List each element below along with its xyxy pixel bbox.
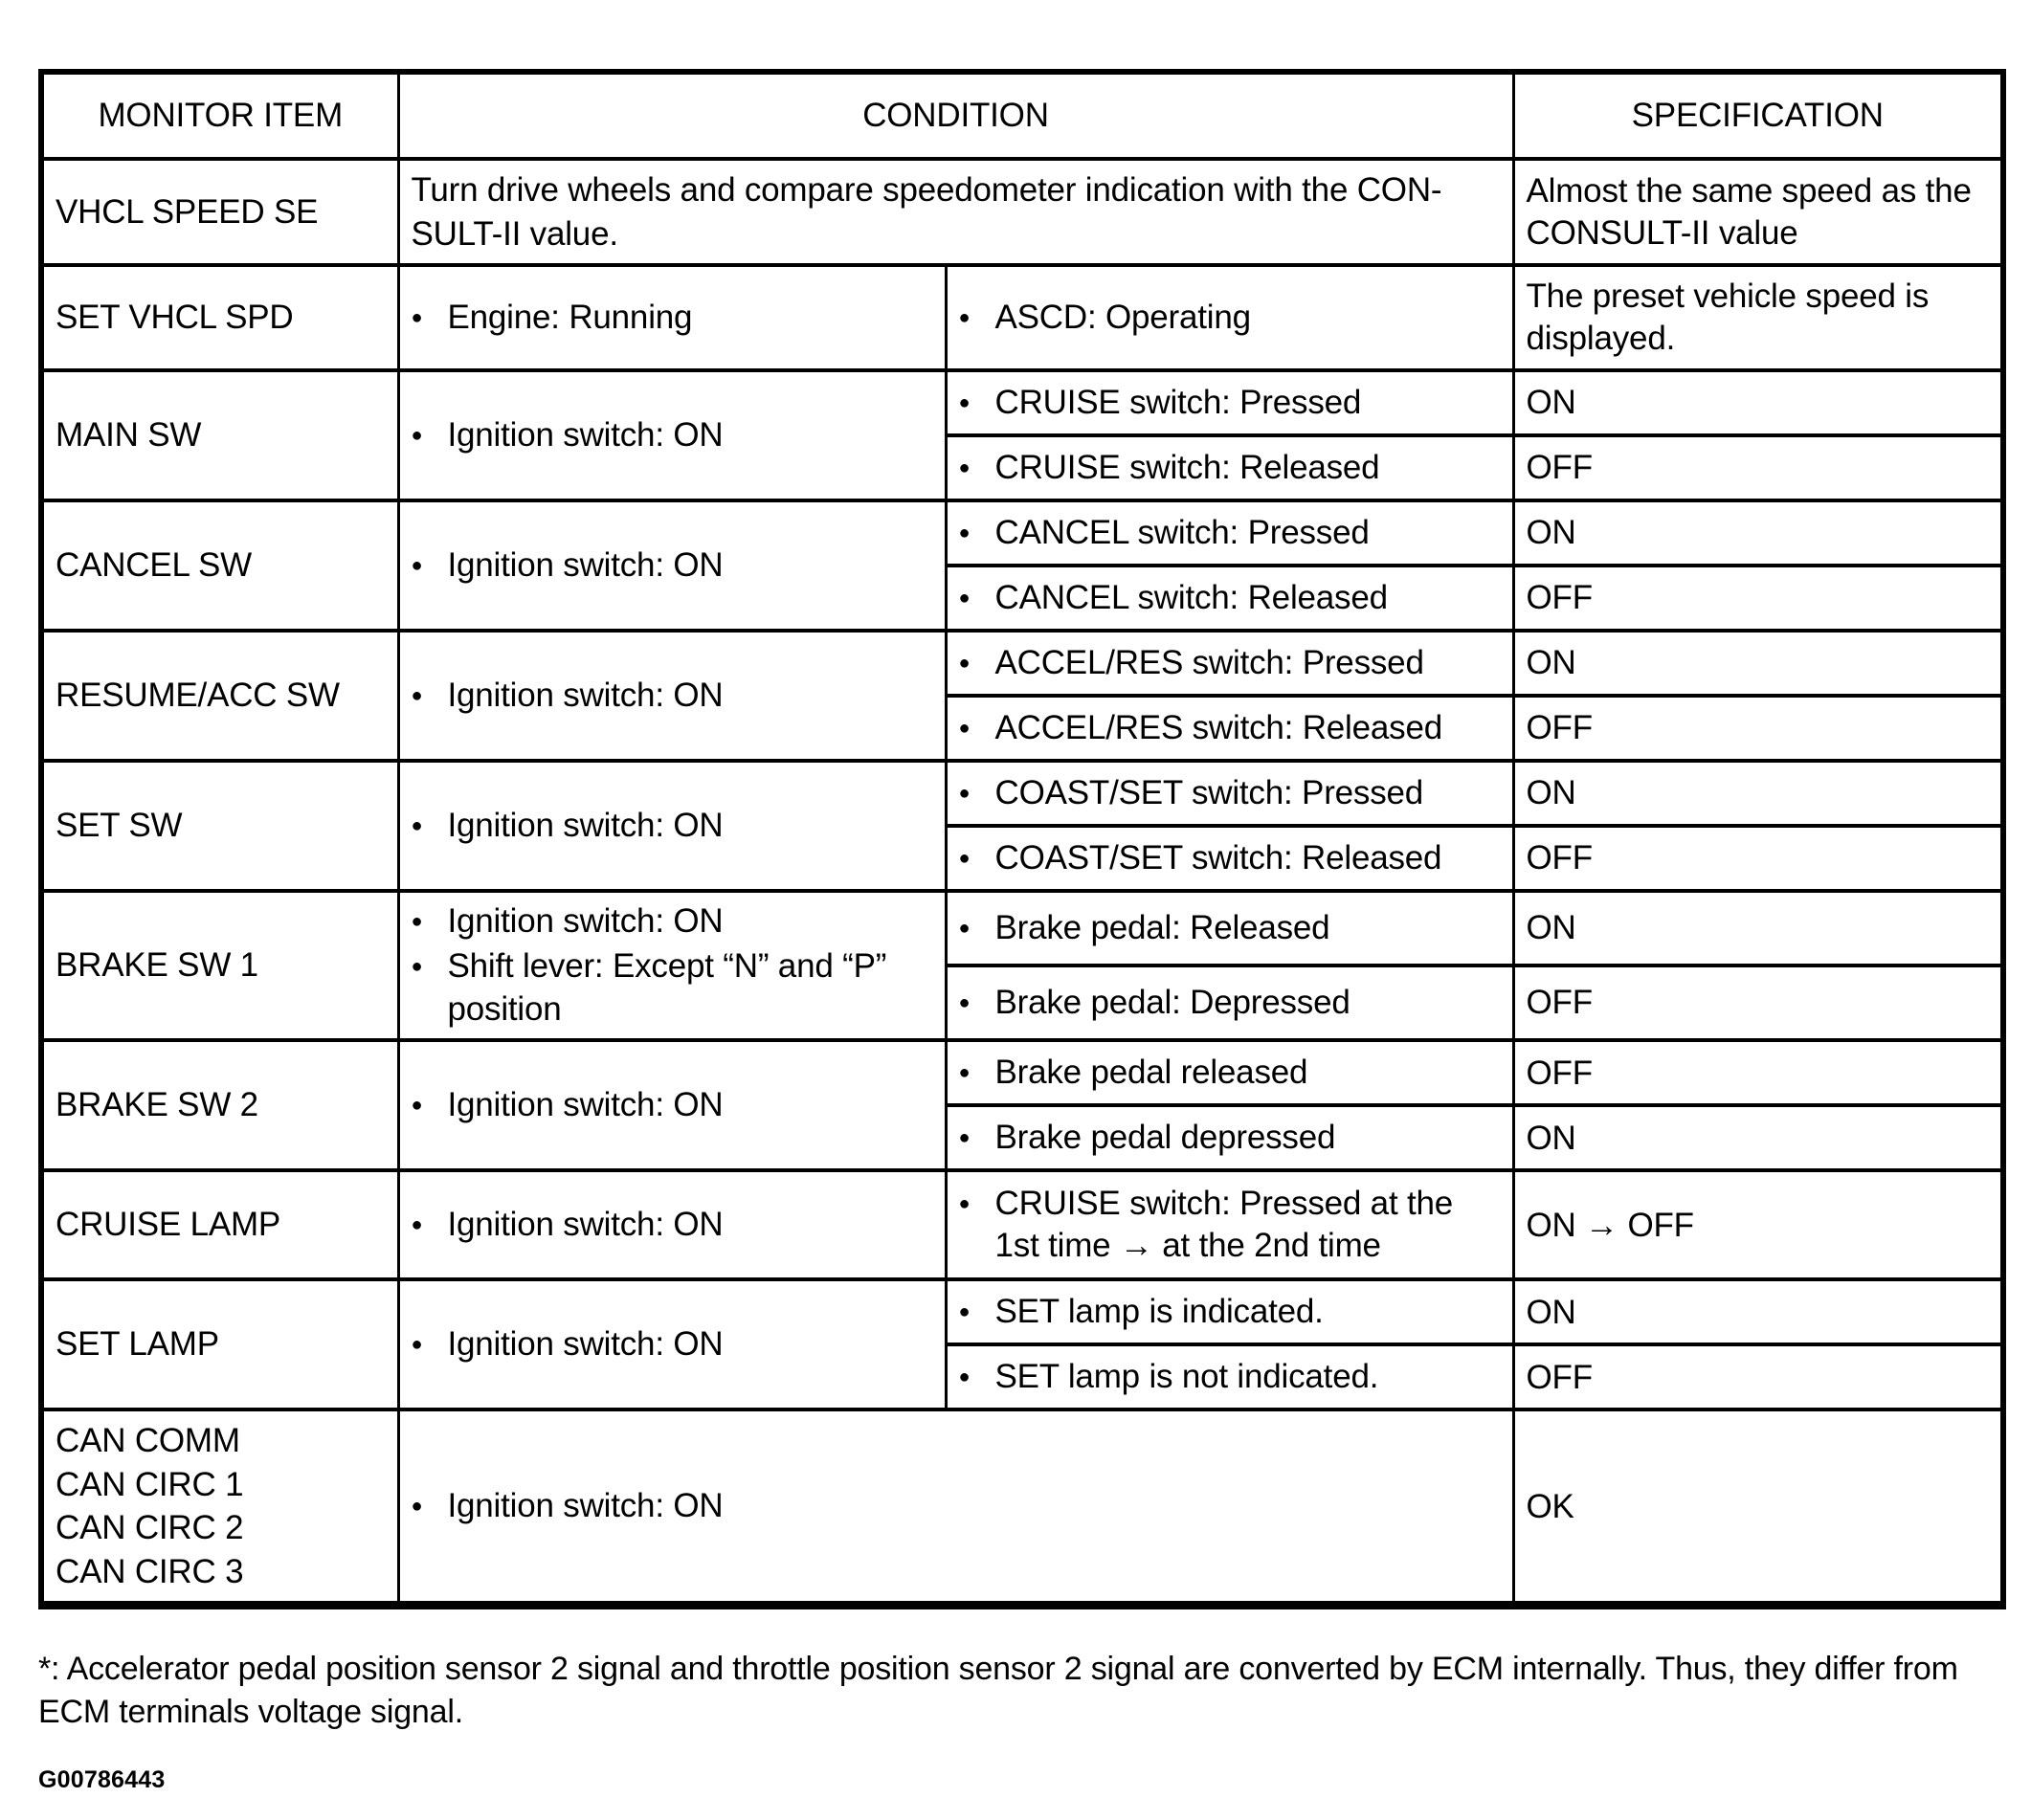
condition-item bbox=[412, 675, 933, 718]
row-label-line: CAN CIRC 3 bbox=[56, 1552, 244, 1590]
bullet-icon: ● bbox=[411, 1094, 423, 1116]
condition-text: Ignition switch: ON bbox=[447, 1324, 724, 1363]
condition-cell bbox=[946, 696, 1513, 761]
table-row bbox=[41, 159, 2003, 265]
row-label: MAIN SW bbox=[41, 370, 398, 500]
bullet-icon: ● bbox=[958, 522, 971, 544]
condition-item bbox=[959, 1291, 1501, 1334]
footnote: *: Accelerator pedal position sensor 2 signal and throttle position sensor 2 signal are converted by ECM internally. Thus, they differ from ECM terminals voltage signal. bbox=[38, 1651, 1958, 1731]
condition-item bbox=[412, 945, 933, 1032]
table-row bbox=[41, 1040, 2003, 1105]
condition-text: Ignition switch: ON bbox=[447, 1085, 724, 1123]
table-header-row bbox=[41, 72, 2003, 159]
bullet-icon: ● bbox=[411, 955, 423, 977]
condition-cell bbox=[946, 826, 1513, 891]
bullet-icon: ● bbox=[411, 1333, 423, 1355]
spec-value: ON bbox=[1513, 1105, 2003, 1170]
condition-text: SET lamp is not indicated. bbox=[994, 1357, 1379, 1395]
condition-cell bbox=[946, 265, 1513, 370]
condition-text: ACCEL/RES switch: Pressed bbox=[994, 643, 1424, 681]
condition-text: Ignition switch: ON bbox=[447, 415, 724, 454]
condition-item bbox=[412, 297, 933, 340]
bullet-icon: ● bbox=[958, 1365, 971, 1387]
condition-cell bbox=[398, 500, 946, 631]
condition-item bbox=[959, 1356, 1501, 1399]
condition-cell bbox=[946, 1040, 1513, 1105]
row-label: BRAKE SW 1 bbox=[41, 891, 398, 1040]
condition-cell bbox=[398, 370, 946, 500]
spec-value: OFF bbox=[1513, 435, 2003, 500]
condition-item bbox=[412, 1084, 933, 1127]
condition-item bbox=[959, 1117, 1501, 1160]
condition-item bbox=[959, 772, 1501, 815]
row-label-line: CAN COMM bbox=[56, 1422, 240, 1460]
condition-cell bbox=[946, 370, 1513, 435]
table-row bbox=[41, 761, 2003, 826]
condition-cell bbox=[398, 1040, 946, 1170]
row-label: CRUISE LAMP bbox=[41, 1170, 398, 1279]
bullet-icon: ● bbox=[958, 1061, 971, 1083]
col-header-condition: CONDITION bbox=[398, 72, 1513, 159]
monitor-item-table bbox=[38, 69, 2006, 1609]
bullet-icon: ● bbox=[411, 684, 423, 706]
spec-value: ON bbox=[1513, 761, 2003, 826]
condition-cell bbox=[398, 265, 946, 370]
table-row bbox=[41, 1409, 2003, 1606]
bullet-icon: ● bbox=[411, 554, 423, 576]
row-label-line: CAN CIRC 1 bbox=[56, 1465, 244, 1503]
col-header-monitor-item: MONITOR ITEM bbox=[41, 72, 398, 159]
condition-item bbox=[959, 907, 1501, 950]
bullet-icon: ● bbox=[958, 917, 971, 939]
condition-cell bbox=[946, 500, 1513, 566]
condition-text: CANCEL switch: Pressed bbox=[994, 513, 1370, 551]
condition-item bbox=[959, 642, 1501, 685]
condition-cell bbox=[946, 435, 1513, 500]
spec-value: ON bbox=[1513, 891, 2003, 965]
condition-text: Brake pedal released bbox=[994, 1053, 1308, 1091]
spec-value: OFF bbox=[1513, 965, 2003, 1040]
condition-text: ACCEL/RES switch: Released bbox=[994, 708, 1442, 746]
condition-text: CRUISE switch: Pressed bbox=[994, 383, 1362, 421]
condition-cell bbox=[946, 1105, 1513, 1170]
condition-item bbox=[412, 900, 933, 943]
bullet-icon: ● bbox=[958, 587, 971, 609]
condition-cell bbox=[946, 965, 1513, 1040]
condition-cell bbox=[398, 631, 946, 761]
table-row bbox=[41, 1279, 2003, 1344]
condition-cell bbox=[946, 1344, 1513, 1409]
bullet-icon: ● bbox=[411, 911, 423, 932]
bullet-icon: ● bbox=[411, 1495, 423, 1517]
condition-cell bbox=[946, 631, 1513, 696]
table-row bbox=[41, 631, 2003, 696]
row-label: RESUME/ACC SW bbox=[41, 631, 398, 761]
condition-item bbox=[959, 837, 1501, 880]
col-header-specification: SPECIFICATION bbox=[1513, 72, 2003, 159]
row-label: SET SW bbox=[41, 761, 398, 891]
condition-cell bbox=[398, 1170, 946, 1279]
condition-text: Ignition switch: ON bbox=[447, 902, 724, 940]
condition-text: Turn drive wheels and compare speedometer indication with the CON- bbox=[411, 171, 1442, 209]
condition-cell bbox=[398, 1279, 946, 1409]
condition-text: Ignition switch: ON bbox=[447, 1205, 724, 1243]
condition-item bbox=[959, 707, 1501, 750]
condition-cell bbox=[946, 566, 1513, 631]
condition-cell bbox=[946, 761, 1513, 826]
condition-item bbox=[959, 382, 1501, 425]
condition-cell bbox=[398, 891, 946, 1040]
bullet-icon: ● bbox=[411, 1213, 423, 1235]
bullet-icon: ● bbox=[958, 847, 971, 869]
spec-value: ON bbox=[1513, 500, 2003, 566]
condition-cell bbox=[946, 891, 1513, 965]
condition-text: Engine: Running bbox=[447, 298, 693, 336]
spec-value: Almost the same speed as the CONSULT-II value bbox=[1513, 159, 2003, 265]
condition-cell bbox=[398, 159, 1513, 265]
condition-item bbox=[959, 1183, 1501, 1269]
spec-value: ON bbox=[1513, 631, 2003, 696]
row-label: VHCL SPEED SE bbox=[41, 159, 398, 265]
bullet-icon: ● bbox=[411, 424, 423, 446]
bullet-icon: ● bbox=[958, 717, 971, 739]
spec-value: OFF bbox=[1513, 1040, 2003, 1105]
spec-value: OK bbox=[1513, 1409, 2003, 1606]
bullet-icon: ● bbox=[958, 1126, 971, 1148]
bullet-icon: ● bbox=[411, 306, 423, 328]
condition-cell bbox=[398, 1409, 1513, 1606]
bullet-icon: ● bbox=[958, 306, 971, 328]
table-row bbox=[41, 370, 2003, 435]
spec-value: OFF bbox=[1513, 826, 2003, 891]
condition-item bbox=[959, 297, 1501, 340]
condition-text: Brake pedal: Released bbox=[994, 908, 1330, 946]
spec-value: OFF bbox=[1513, 566, 2003, 631]
spec-value: ON → OFF bbox=[1513, 1170, 2003, 1279]
spec-value: The preset vehicle speed is displayed. bbox=[1513, 265, 2003, 370]
row-label: BRAKE SW 2 bbox=[41, 1040, 398, 1170]
condition-cell bbox=[946, 1170, 1513, 1279]
condition-text: Ignition switch: ON bbox=[447, 806, 724, 844]
row-label: SET VHCL SPD bbox=[41, 265, 398, 370]
condition-text: Brake pedal: Depressed bbox=[994, 983, 1350, 1021]
table-row bbox=[41, 500, 2003, 566]
condition-item bbox=[959, 512, 1501, 555]
table-row bbox=[41, 1170, 2003, 1279]
condition-text: CANCEL switch: Released bbox=[994, 578, 1388, 616]
condition-text: CRUISE switch: Released bbox=[994, 448, 1380, 486]
figure-code: G00786443 bbox=[38, 1766, 166, 1794]
bullet-icon: ● bbox=[958, 1192, 971, 1214]
bullet-icon: ● bbox=[411, 814, 423, 836]
condition-item bbox=[959, 982, 1501, 1025]
condition-text: SULT-II value. bbox=[411, 214, 618, 253]
condition-text: Shift lever: Except “N” and “P” position bbox=[447, 946, 887, 1028]
condition-text: CRUISE switch: Pressed at the 1st time → at the 2nd time bbox=[994, 1184, 1454, 1265]
row-label-line: CAN CIRC 2 bbox=[56, 1509, 244, 1547]
condition-item bbox=[959, 1052, 1501, 1095]
row-label: SET LAMP bbox=[41, 1279, 398, 1409]
condition-item bbox=[412, 1204, 933, 1247]
spec-value: ON bbox=[1513, 370, 2003, 435]
bullet-icon: ● bbox=[958, 652, 971, 674]
condition-item bbox=[412, 414, 933, 457]
table-row bbox=[41, 265, 2003, 370]
condition-text: ASCD: Operating bbox=[994, 298, 1251, 336]
bullet-icon: ● bbox=[958, 391, 971, 413]
condition-text: COAST/SET switch: Pressed bbox=[994, 773, 1424, 811]
condition-text: SET lamp is indicated. bbox=[994, 1292, 1324, 1330]
condition-item bbox=[412, 544, 933, 588]
condition-cell bbox=[398, 761, 946, 891]
spec-value: ON bbox=[1513, 1279, 2003, 1344]
condition-item bbox=[959, 577, 1501, 620]
row-label bbox=[41, 1409, 398, 1606]
condition-item bbox=[412, 1485, 1501, 1528]
bullet-icon: ● bbox=[958, 991, 971, 1013]
condition-cell bbox=[946, 1279, 1513, 1344]
spec-value: OFF bbox=[1513, 696, 2003, 761]
bullet-icon: ● bbox=[958, 782, 971, 804]
bullet-icon: ● bbox=[958, 456, 971, 478]
condition-text: COAST/SET switch: Released bbox=[994, 838, 1442, 877]
table-row bbox=[41, 891, 2003, 965]
condition-item bbox=[959, 447, 1501, 490]
condition-item bbox=[412, 1323, 933, 1366]
condition-text: Ignition switch: ON bbox=[447, 1486, 724, 1524]
condition-text: Ignition switch: ON bbox=[447, 676, 724, 714]
condition-text: Brake pedal depressed bbox=[994, 1118, 1336, 1156]
row-label: CANCEL SW bbox=[41, 500, 398, 631]
condition-text: Ignition switch: ON bbox=[447, 545, 724, 584]
bullet-icon: ● bbox=[958, 1300, 971, 1322]
condition-item bbox=[412, 805, 933, 848]
spec-value: OFF bbox=[1513, 1344, 2003, 1409]
